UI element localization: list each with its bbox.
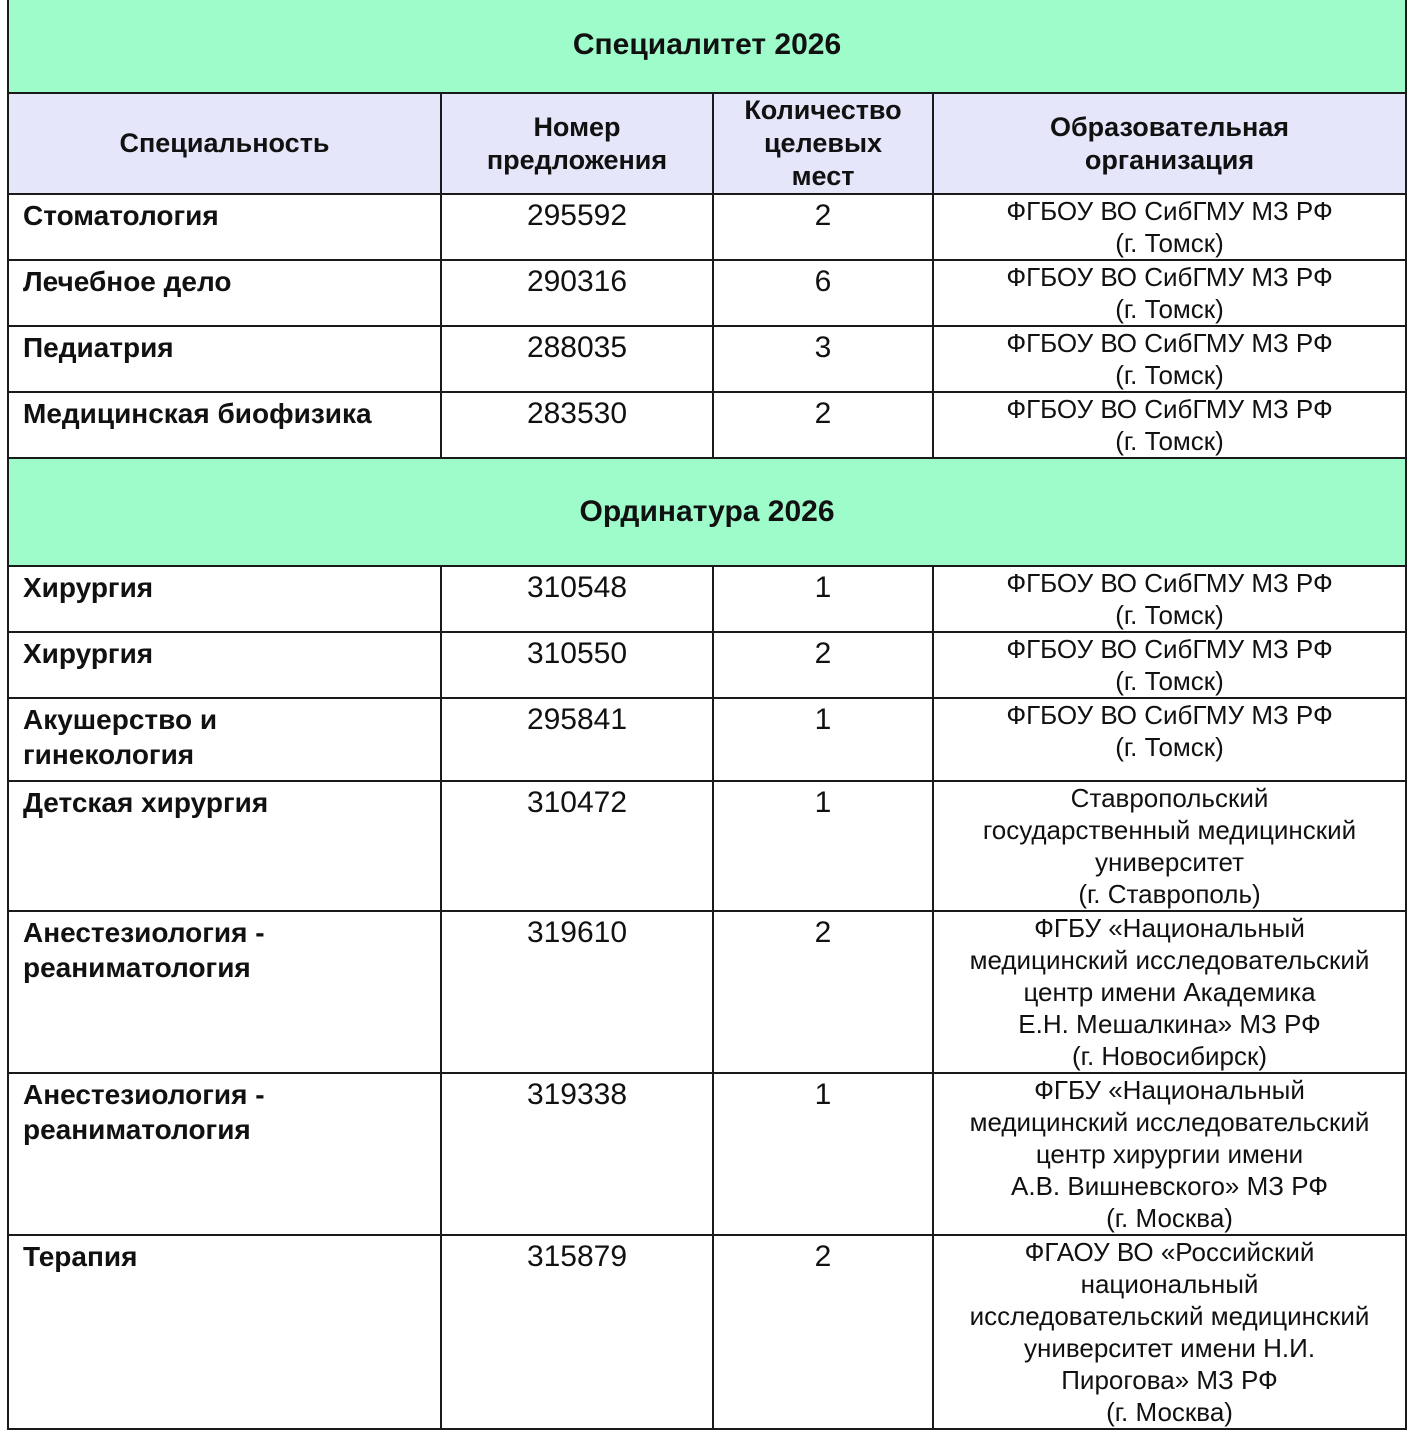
organization-cell: ФГБУ «Национальный медицинский исследовательский центр хирургии имени А.В. Вишневского» МЗ РФ (г. Москва) <box>933 1073 1406 1235</box>
offer-number-cell: 310550 <box>441 632 713 698</box>
offer-number-cell: 319338 <box>441 1073 713 1235</box>
header-places-count: Количество целевых мест <box>713 93 933 194</box>
specialty-cell: Лечебное дело <box>8 260 441 326</box>
table-row <box>8 781 1406 911</box>
column-header-row <box>8 93 1406 194</box>
organization-cell: Ставропольский государственный медицинский университет (г. Ставрополь) <box>933 781 1406 911</box>
header-organization: Образовательная организация <box>933 93 1406 194</box>
offer-number-cell: 310472 <box>441 781 713 911</box>
places-count-cell: 2 <box>713 392 933 458</box>
organization-cell: ФГБОУ ВО СибГМУ МЗ РФ (г. Томск) <box>933 260 1406 326</box>
places-count-cell: 6 <box>713 260 933 326</box>
specialty-cell: Детская хирургия <box>8 781 441 911</box>
table-row <box>8 566 1406 632</box>
offer-number-cell: 283530 <box>441 392 713 458</box>
offer-number-cell: 288035 <box>441 326 713 392</box>
places-count-cell: 3 <box>713 326 933 392</box>
organization-cell: ФГБОУ ВО СибГМУ МЗ РФ (г. Томск) <box>933 566 1406 632</box>
table-body <box>8 0 1406 1429</box>
section-header-row <box>8 0 1406 93</box>
table-row <box>8 260 1406 326</box>
places-count-cell: 1 <box>713 698 933 781</box>
offer-number-cell: 319610 <box>441 911 713 1073</box>
offer-number-cell: 295841 <box>441 698 713 781</box>
organization-cell: ФГАОУ ВО «Российский национальный исследовательский медицинский университет имени Н.И. Пирогова» МЗ РФ (г. Москва) <box>933 1235 1406 1429</box>
specialty-cell: Анестезиология - реаниматология <box>8 1073 441 1235</box>
specialty-cell: Анестезиология - реаниматология <box>8 911 441 1073</box>
table-row <box>8 392 1406 458</box>
table-row <box>8 1073 1406 1235</box>
section-title: Специалитет 2026 <box>8 0 1406 93</box>
organization-cell: ФГБОУ ВО СибГМУ МЗ РФ (г. Томск) <box>933 392 1406 458</box>
specialty-cell: Педиатрия <box>8 326 441 392</box>
places-count-cell: 2 <box>713 632 933 698</box>
organization-cell: ФГБОУ ВО СибГМУ МЗ РФ (г. Томск) <box>933 698 1406 781</box>
offer-number-cell: 310548 <box>441 566 713 632</box>
organization-cell: ФГБУ «Национальный медицинский исследовательский центр имени Академика Е.Н. Мешалкина» МЗ РФ (г. Новосибирск) <box>933 911 1406 1073</box>
places-count-cell: 2 <box>713 1235 933 1429</box>
header-offer-number: Номер предложения <box>441 93 713 194</box>
specialty-cell: Хирургия <box>8 566 441 632</box>
places-count-cell: 2 <box>713 911 933 1073</box>
header-specialty: Специальность <box>8 93 441 194</box>
places-count-cell: 1 <box>713 781 933 911</box>
places-count-cell: 2 <box>713 194 933 260</box>
organization-cell: ФГБОУ ВО СибГМУ МЗ РФ (г. Томск) <box>933 326 1406 392</box>
table-row <box>8 911 1406 1073</box>
organization-cell: ФГБОУ ВО СибГМУ МЗ РФ (г. Томск) <box>933 632 1406 698</box>
offer-number-cell: 315879 <box>441 1235 713 1429</box>
table-row <box>8 326 1406 392</box>
offer-number-cell: 295592 <box>441 194 713 260</box>
specialty-cell: Медицинская биофизика <box>8 392 441 458</box>
section-title: Ординатура 2026 <box>8 458 1406 566</box>
table-row <box>8 1235 1406 1429</box>
targeted-places-table <box>7 0 1407 1430</box>
table-row <box>8 632 1406 698</box>
places-count-cell: 1 <box>713 1073 933 1235</box>
organization-cell: ФГБОУ ВО СибГМУ МЗ РФ (г. Томск) <box>933 194 1406 260</box>
specialty-cell: Акушерство и гинекология <box>8 698 441 781</box>
offer-number-cell: 290316 <box>441 260 713 326</box>
places-count-cell: 1 <box>713 566 933 632</box>
specialty-cell: Стоматология <box>8 194 441 260</box>
specialty-cell: Терапия <box>8 1235 441 1429</box>
section-header-row <box>8 458 1406 566</box>
specialty-cell: Хирургия <box>8 632 441 698</box>
table-row <box>8 194 1406 260</box>
table-row <box>8 698 1406 781</box>
